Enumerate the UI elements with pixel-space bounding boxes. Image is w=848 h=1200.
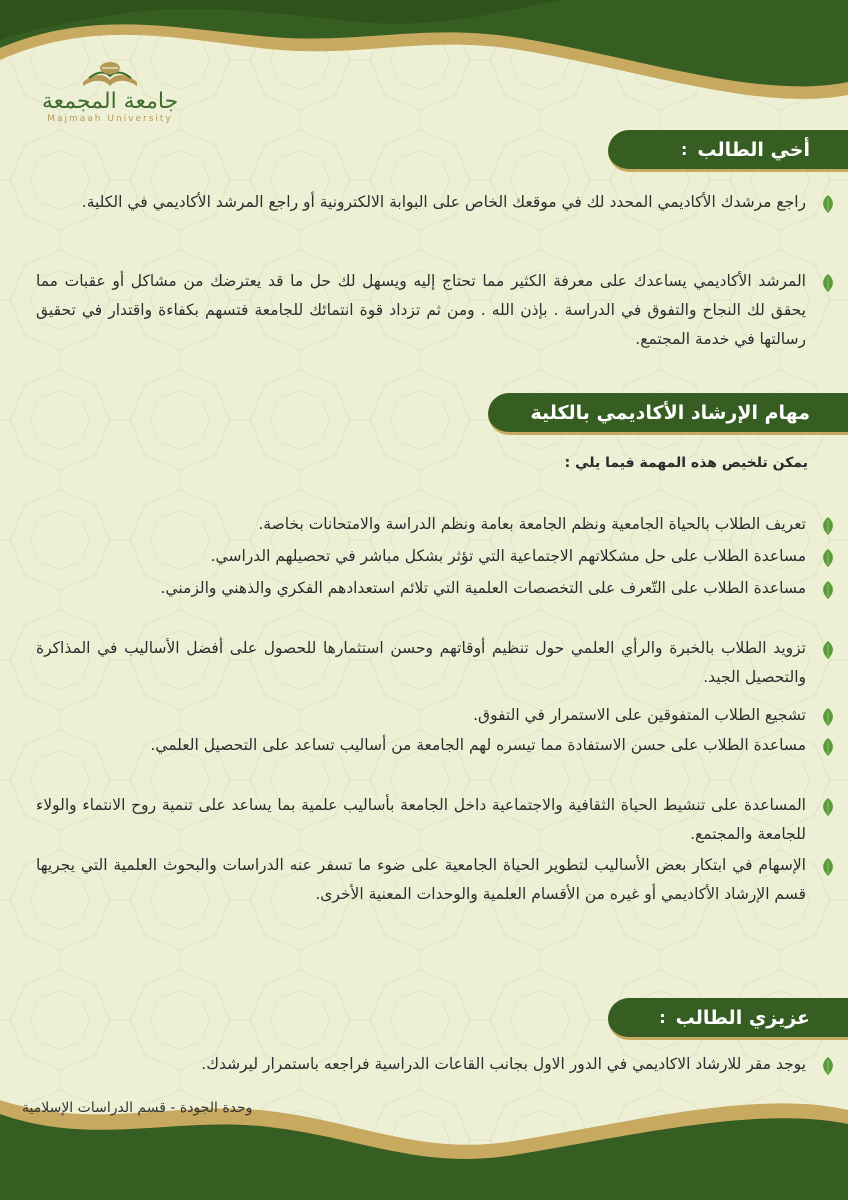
paragraph-2 [36, 267, 836, 354]
paragraph-text: راجع مرشدك الأكاديمي المحدد لك في موقعك الخاص على البوابة الالكترونية أو راجع المرشد الأكاديمي في الكلية. [81, 193, 806, 211]
list-item-text: تزويد الطلاب بالخبرة والرأي العلمي حول تنظيم أوقاتهم وحسن استثمارها للحصول على أفضل الأساليب في المذاكرة والتحصيل الجيد. [36, 639, 806, 686]
list-item [36, 791, 836, 849]
logo-arabic-name: جامعة المجمعة [41, 89, 179, 114]
list-item [36, 731, 836, 760]
heading-colon: : [659, 1008, 666, 1027]
leaf-bullet-icon [820, 1056, 836, 1076]
heading-colon: : [681, 140, 688, 159]
footer-text: وحدة الجودة - قسم الدراسات الإسلامية [22, 1100, 253, 1116]
heading-text: عزيزي الطالب [675, 1006, 810, 1029]
list-item [36, 510, 836, 539]
leaf-bullet-icon [820, 548, 836, 568]
list-item-text: المساعدة على تنشيط الحياة الثقافية والاجتماعية داخل الجامعة بأساليب علمية بما يساعد على تنمية روح الانتماء والولاء للجامعة والمجتمع. [36, 796, 806, 843]
list-item [36, 701, 836, 730]
leaf-bullet-icon [820, 737, 836, 757]
list-item-text: تعريف الطلاب بالحياة الجامعية ونظم الجامعة بعامة ونظم الدراسة والامتحانات بخاصة. [258, 515, 806, 533]
list-item [36, 574, 836, 603]
bottom-wave-decoration [0, 1080, 848, 1200]
section-heading-dear-student [608, 998, 848, 1040]
heading-text: مهام الإرشاد الأكاديمي بالكلية [530, 401, 810, 424]
leaf-bullet-icon [820, 707, 836, 727]
leaf-bullet-icon [820, 797, 836, 817]
list-item [36, 634, 836, 692]
list-item [36, 851, 836, 909]
paragraph-1 [36, 188, 836, 217]
leaf-bullet-icon [820, 580, 836, 600]
leaf-bullet-icon [820, 516, 836, 536]
section-heading-brother-student [608, 130, 848, 172]
university-logo [30, 58, 190, 138]
logo-english-name: Majmaah University [47, 114, 173, 124]
book-emblem-icon [75, 58, 145, 92]
paragraph-text: المرشد الأكاديمي يساعدك على معرفة الكثير مما تحتاج إليه ويسهل لك حل ما قد يعترضك من مشاكل أو عقبات مما يحقق لك النجاح والتفوق في الدراسة . بإذن الله . ومن ثم تزداد قوة انتمائك للجامعة فتسهم بكفاءة واقتدار في تحقيق رسالتها في خدمة المجتمع. [36, 272, 806, 348]
leaf-bullet-icon [820, 194, 836, 214]
section-heading-advising-tasks [488, 393, 848, 435]
leaf-bullet-icon [820, 273, 836, 293]
leaf-bullet-icon [820, 857, 836, 877]
leaf-bullet-icon [820, 640, 836, 660]
list-item-text: تشجيع الطلاب المتفوقين على الاستمرار في التفوق. [473, 706, 806, 724]
heading-text: أخي الطالب [697, 138, 810, 161]
list-item [36, 1050, 836, 1079]
list-item [36, 542, 836, 571]
section-intro: يمكن تلخيص هذه المهمة فيما يلي : [564, 455, 808, 471]
list-item-text: يوجد مقر للارشاد الاكاديمي في الدور الاول بجانب القاعات الدراسية فراجعه باستمرار ليرشدك. [201, 1055, 806, 1073]
list-item-text: مساعدة الطلاب على حل مشكلاتهم الاجتماعية التي تؤثر بشكل مباشر في تحصيلهم الدراسي. [210, 547, 806, 565]
list-item-text: مساعدة الطلاب على حسن الاستفادة مما تيسره لهم الجامعة من أساليب تساعد على التحصيل العلمي. [150, 736, 806, 754]
list-item-text: الإسهام في ابتكار بعض الأساليب لتطوير الحياة الجامعية على ضوء ما تسفر عنه الدراسات والبحوث العلمية التي يجريها قسم الإرشاد الأكاديمي أو غيره من الأقسام العلمية والوحدات المعنية الأخرى. [36, 856, 806, 903]
list-item-text: مساعدة الطلاب على التّعرف على التخصصات العلمية التي تلائم استعدادهم الفكري والذهني والزمني. [160, 579, 806, 597]
